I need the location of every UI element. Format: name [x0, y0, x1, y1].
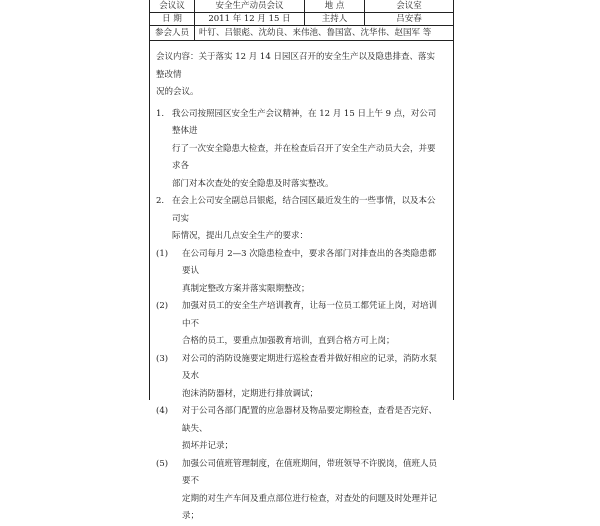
sub-item-4	[156, 403, 443, 456]
sub-item-2	[156, 298, 443, 351]
place-value: 会议室	[396, 1, 422, 11]
sub-item-line: 合格的员工，要重点加强教育培训，直到合格方可上岗；	[182, 336, 395, 346]
meeting-content	[150, 41, 453, 526]
sub-item-number: (2)	[156, 301, 169, 311]
sub-item-line: 对于公司各部门配置的应急器材及物品要定期检查，查看是否完好、缺失、	[182, 406, 438, 434]
attendees-row	[150, 26, 453, 41]
sub-item-number: (4)	[156, 406, 169, 416]
date-value: 2011 年 12 月 15 日	[195, 13, 305, 25]
meeting-record-sheet	[149, 0, 454, 521]
item-2	[156, 193, 443, 246]
item-line: 部门对本次查处的安全隐患及时落实整改。	[172, 178, 334, 189]
place-label: 地 点	[305, 0, 365, 12]
item-line: 我公司按照园区安全生产会议精神，在 12 月 15 日上午 9 点，对公司整体进	[172, 108, 437, 136]
topic-label: 会议议	[150, 0, 195, 12]
sub-item-5	[156, 456, 443, 526]
item-line: 在会上公司安全副总吕银彪，结合园区最近发生的一些事情，以及本公司实	[172, 196, 436, 224]
sub-item-line: 加强公司值班管理制度，在值班期间，带班领导不许脱岗，值班人员要不	[182, 458, 438, 486]
item-line: 行了一次安全隐患大检查，并在检查后召开了安全生产动员大会，并要求各	[172, 143, 436, 171]
intro-line: 况的会议。	[156, 87, 199, 97]
date-label: 日 期	[150, 13, 195, 25]
item-number: 2.	[156, 196, 165, 206]
host-label: 主持人	[305, 13, 365, 25]
attendees-value: 叶钉、吕银彪、沈幼良、来伟池、鲁国富、沈华伟、赵国军 等	[199, 28, 432, 38]
sub-item-line: 在公司每月 2—3 次隐患检查中，要求各部门对排查出的各类隐患都要认	[182, 248, 437, 276]
sub-item-line: 损坏并记录；	[182, 441, 234, 451]
sub-item-line: 加强对员工的安全生产培训教育，让每一位员工都凭证上岗，对培训中不	[182, 301, 438, 329]
sub-item-line: 真制定整改方案并落实限期整改；	[182, 283, 310, 294]
sub-item-3	[156, 351, 443, 404]
item-1	[156, 106, 443, 194]
topic-value: 安全生产动员会议	[195, 0, 305, 12]
attendees-label: 参会人员	[150, 26, 195, 40]
sub-item-number: (1)	[156, 248, 169, 259]
item-number: 1.	[156, 108, 165, 119]
header-row-2	[150, 13, 453, 26]
sub-item-number: (3)	[156, 353, 169, 364]
sub-item-1	[156, 246, 443, 299]
intro-line: 会议内容：关于落实 12 月 14 日园区召开的安全生产以及隐患排查、落实整改情	[156, 52, 435, 80]
sub-item-line: 定期的对生产车间及重点部位进行检查，对查处的问题及时处理并记录；	[182, 493, 438, 521]
host-value: 吕安春	[396, 14, 422, 24]
item-line: 际情况，提出几点安全生产的要求：	[172, 231, 309, 241]
sub-item-line: 泡沫消防器材，定期进行排放调试；	[182, 388, 319, 399]
sub-item-number: (5)	[156, 458, 169, 469]
sub-item-line: 对公司的消防设施要定期进行巡检查看并做好相应的记录，消防水泵及水	[182, 353, 438, 381]
header-row-1	[150, 0, 453, 13]
